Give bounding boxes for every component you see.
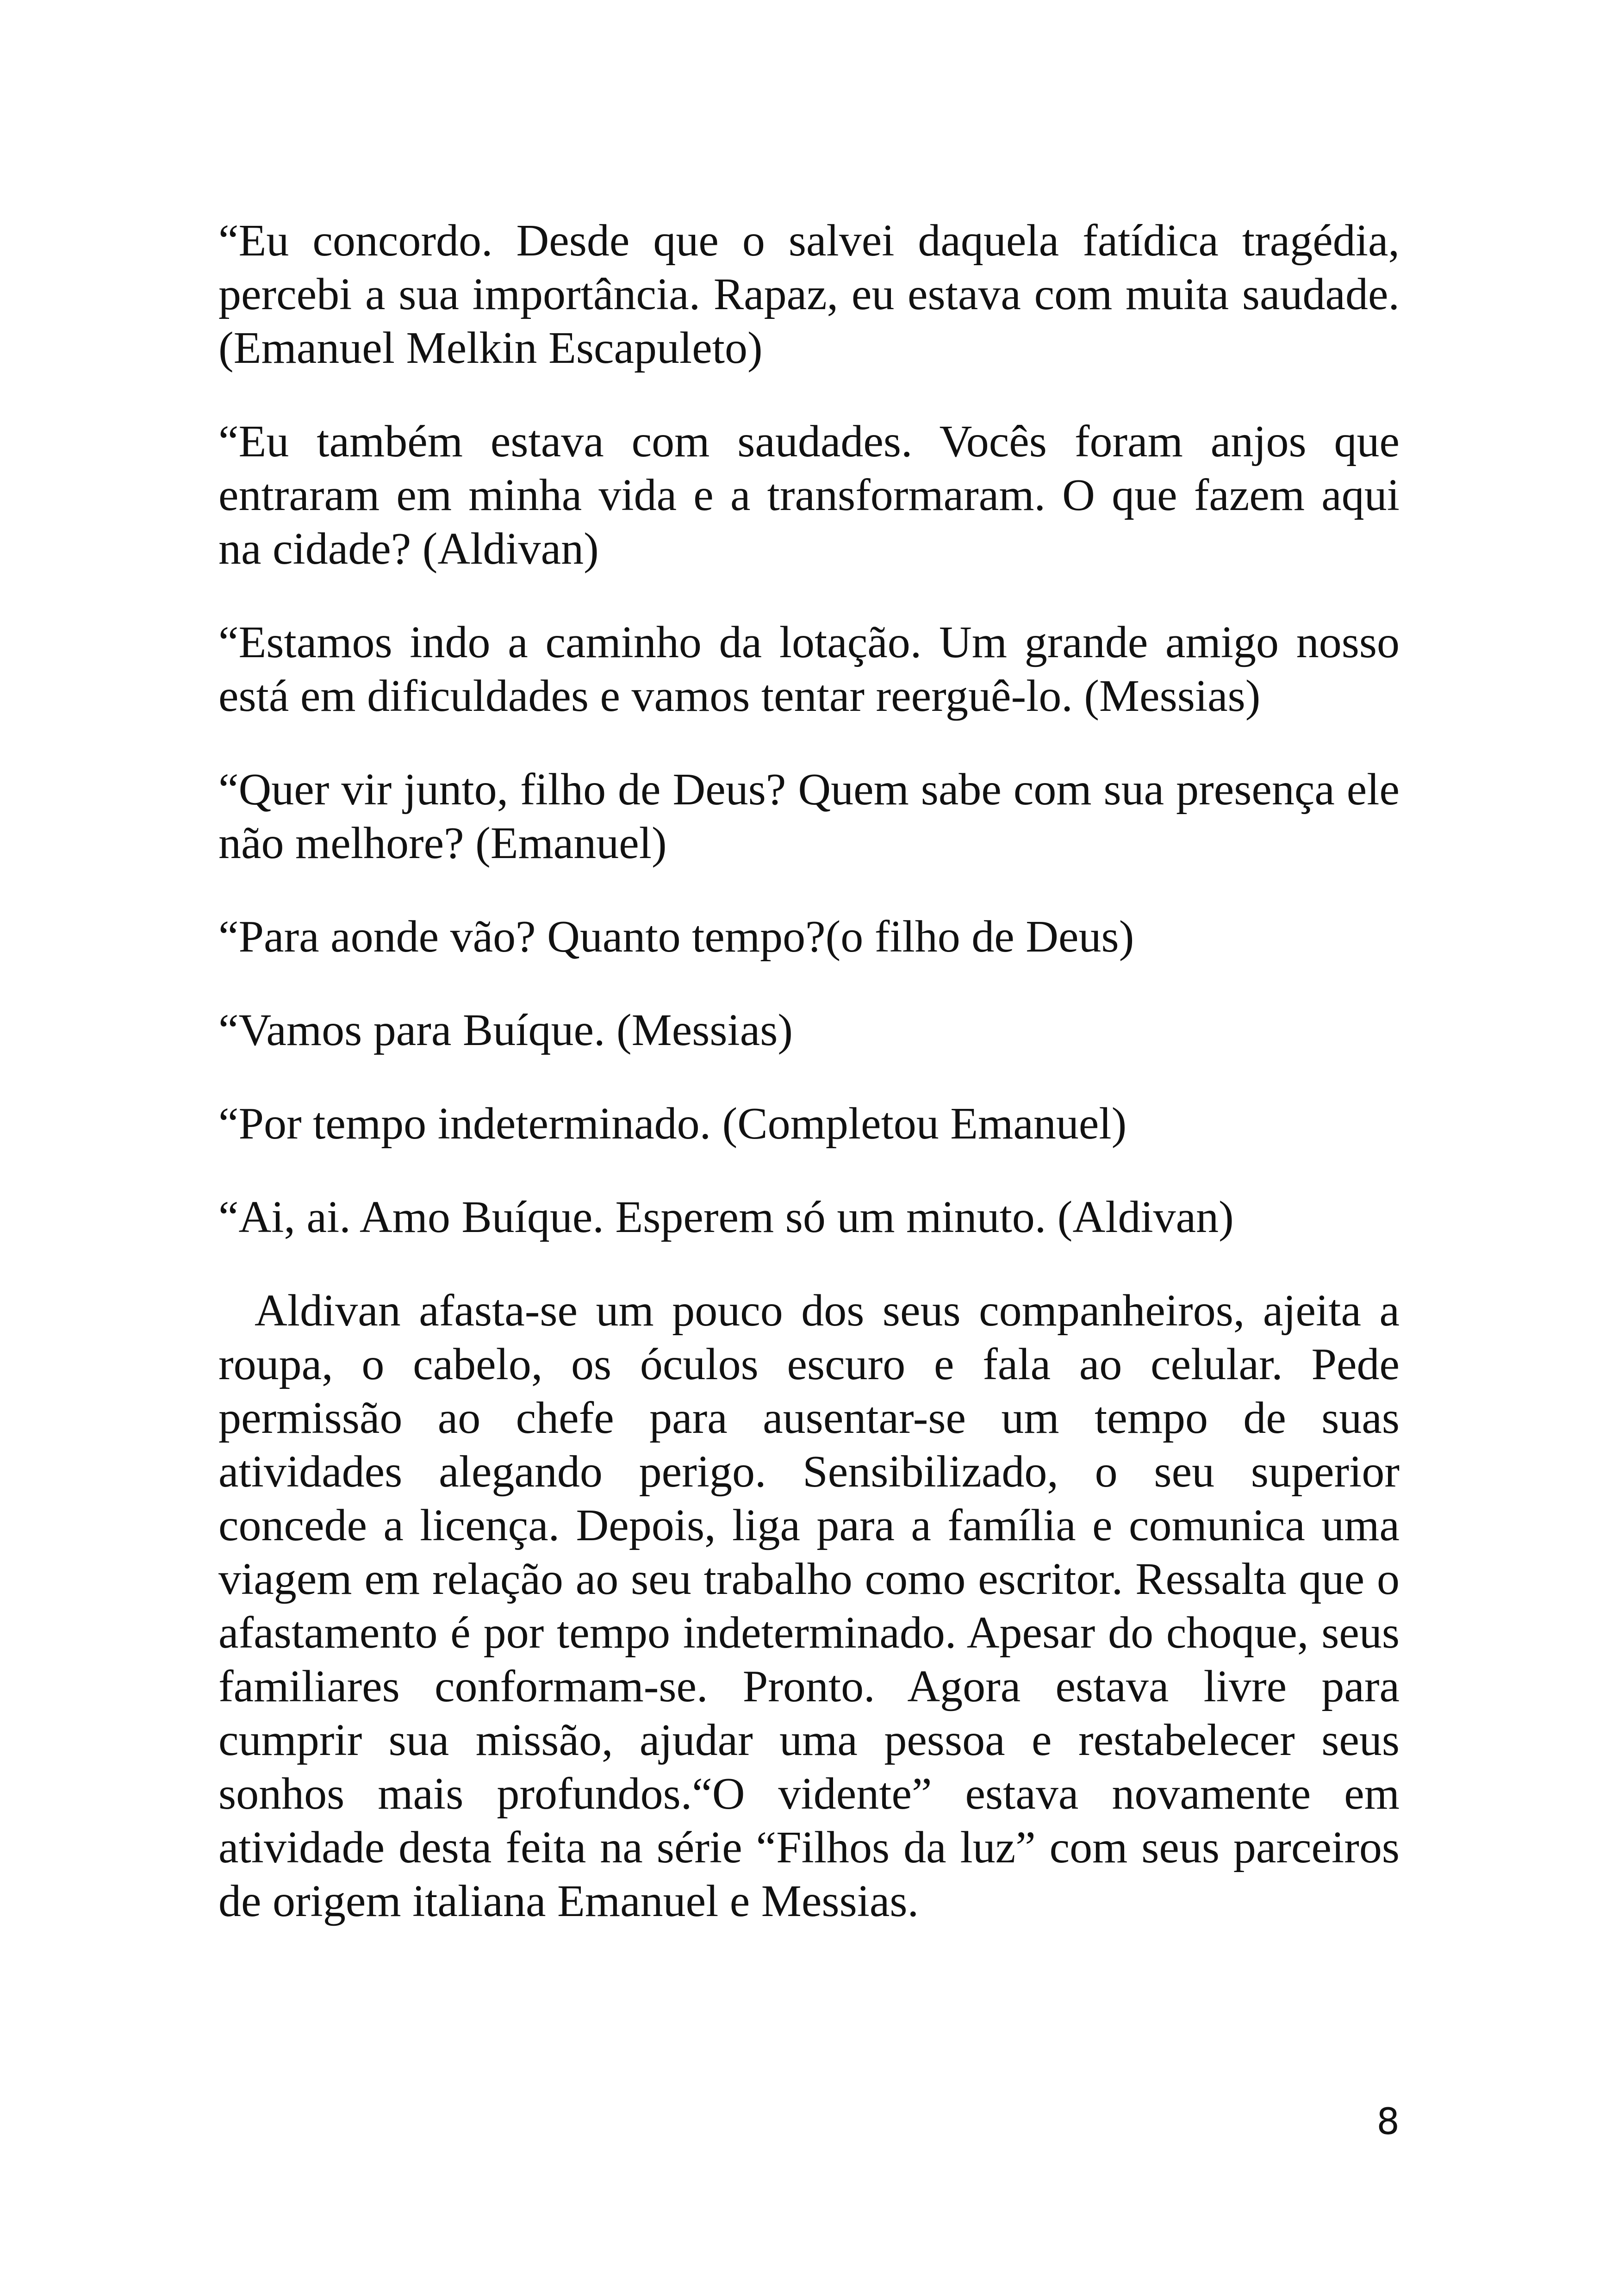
dialogue-paragraph: “Quer vir junto, filho de Deus? Quem sabe com sua presença ele não melhore? (Emanuel) [218,765,1400,868]
dialogue-paragraph: “Para aonde vão? Quanto tempo?(o filho de Deus) [218,912,1134,962]
dialogue-paragraph: “Vamos para Buíque. (Messias) [218,1005,793,1055]
dialogue-paragraph: “Eu também estava com saudades. Vocês foram anjos que entraram em minha vida e a transformaram. O que fazem aqui na cidade? (Aldivan) [218,417,1400,574]
body-text [218,214,1400,1928]
dialogue-paragraph: “Estamos indo a caminho da lotação. Um grande amigo nosso está em dificuldades e vamos tentar reerguê-lo. (Messias) [218,617,1400,721]
narration-paragraph: Aldivan afasta-se um pouco dos seus companheiros, ajeita a roupa, o cabelo, os óculos escuro e fala ao celular. Pede permissão ao chefe para ausentar-se um tempo de suas atividades alegando perigo. Sensibilizado, o seu superior concede a licença. Depois, liga para a família e comunica uma viagem em relação ao seu trabalho como escritor. Ressalta que o afastamento é por tempo indeterminado. Apesar do choque, seus familiares conformam-se. Pronto. Agora estava livre para cumprir sua missão, ajudar uma pessoa e restabelecer seus sonhos mais profundos.“O vidente” estava novamente em atividade desta feita na série “Filhos da luz” com seus parceiros de origem italiana Emanuel e Messias. [218,1286,1400,1926]
dialogue-paragraph: “Por tempo indeterminado. (Completou Emanuel) [218,1099,1127,1149]
dialogue-paragraph: “Eu concordo. Desde que o salvei daquela fatídica tragédia, percebi a sua importância. Rapaz, eu estava com muita saudade. (Emanuel Melkin Escapuleto) [218,216,1400,373]
dialogue-paragraph: “Ai, ai. Amo Buíque. Esperem só um minuto. (Aldivan) [218,1192,1234,1242]
page-number: 8 [1376,2101,1400,2143]
